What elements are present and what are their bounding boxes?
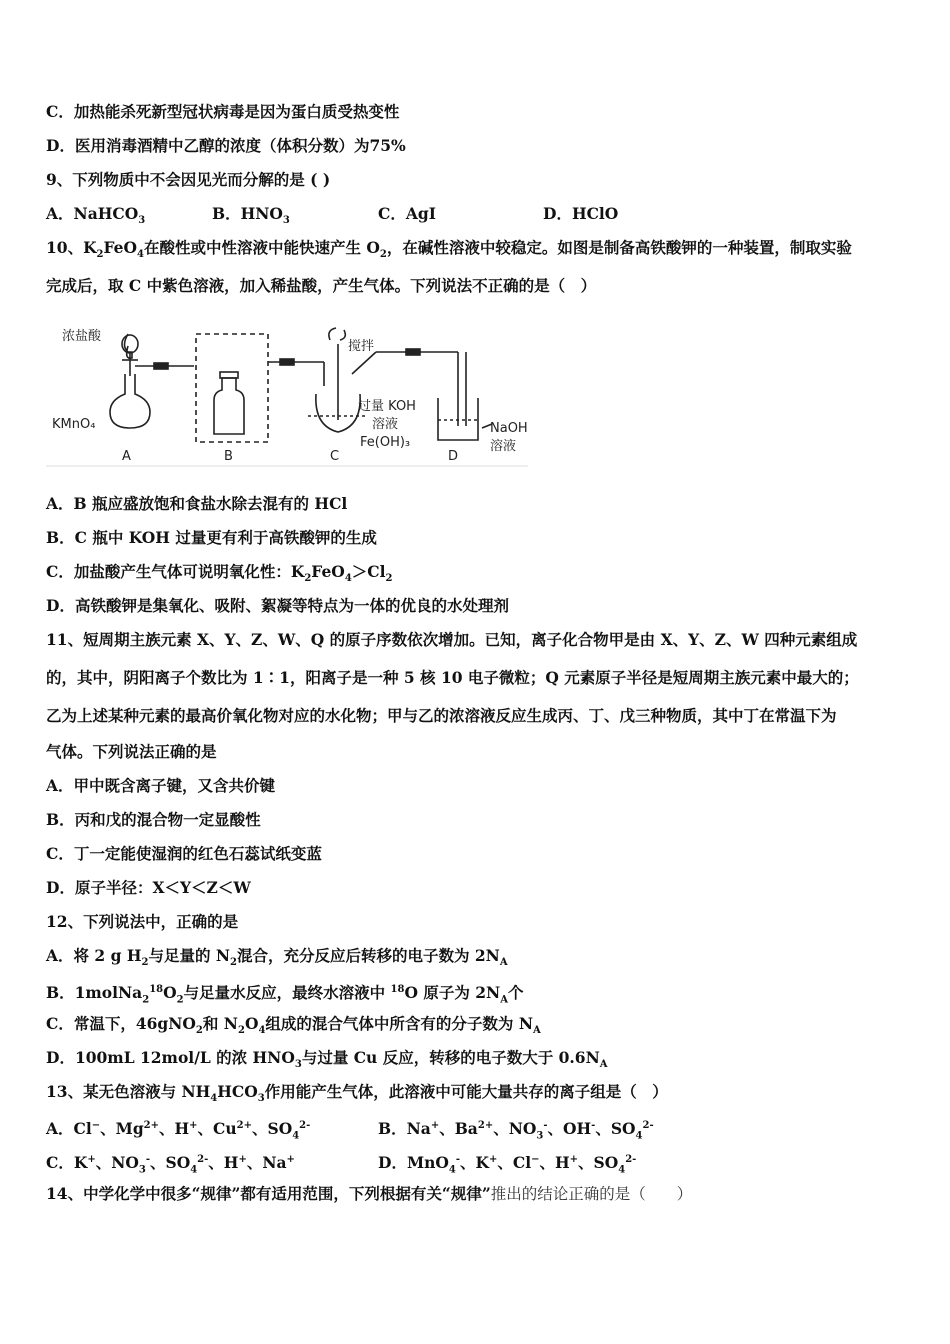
label-d: D — [448, 449, 459, 464]
q12-option-a: A．将 2 g $H_2$与足量的 $N_2$混合，充分反应后转移的电子数为 $2N_A$ — [46, 946, 508, 969]
q11-stem-line4: 气体。下列说法正确的是 — [46, 742, 217, 761]
label-solution-c: 溶液 — [372, 417, 399, 432]
q10-stem-line2: 完成后，取 C 中紫色溶液，加入稀盐酸，产生气体。下列说法不正确的是（ ） — [46, 276, 597, 295]
q12-stem: 12、下列说法中，正确的是 — [46, 912, 239, 931]
label-b: B — [224, 449, 233, 464]
q11-option-c: C．丁一定能使湿润的红色石蕊试纸变蓝 — [46, 844, 322, 863]
q11-stem-line2: 的，其中，阴阳离子个数比为 1∶1，阳离子是一种 5 核 10 电子微粒；Q 元素原子半径是短周期主族元素中最大的； — [46, 668, 859, 687]
q9-stem: 9、下列物质中不会因见光而分解的是 ( ) — [46, 170, 331, 189]
label-a: A — [122, 449, 131, 464]
q8-option-c: C．加热能杀死新型冠状病毒是因为蛋白质受热变性 — [46, 102, 400, 121]
q11-option-b: B．丙和戊的混合物一定显酸性 — [46, 810, 261, 829]
q14-stem: 14、中学化学中很多“规律”都有适用范围，下列根据有关“规律”推出的结论正确的是（ ） — [46, 1184, 693, 1203]
label-excess-koh: 过量 KOH — [358, 399, 416, 414]
label-feoh3: Fe(OH)₃ — [360, 435, 411, 450]
q10-stem-line1: 10、$K_2FeO_4$在酸性或中性溶液中能快速产生 $O_2$，在碱性溶液中较稳定。如图是制备高铁酸钾的一种装置，制取实验 — [46, 238, 852, 261]
label-c: C — [330, 449, 340, 464]
q13-option-b: B．Na+、$Ba^{2+}$、$NO_3^-$、OH-、$SO_4^{2-}$ — [378, 1119, 654, 1142]
label-naoh-solution: 溶液 — [490, 439, 517, 454]
label-conc-hcl: 浓盐酸 — [62, 329, 102, 344]
q9-option-c: C．AgI — [378, 204, 436, 223]
apparatus-figure — [46, 316, 536, 476]
q9-option-b: B．$HNO_3$ — [212, 204, 290, 227]
q12-option-d: D．100mL 12mol/L 的浓 $HNO_3$与过量 Cu 反应，转移的电子数大于 $0.6N_A$ — [46, 1048, 608, 1071]
q8-option-d: D．医用消毒酒精中乙醇的浓度（体积分数）为75% — [46, 136, 406, 155]
label-naoh: NaOH — [490, 421, 528, 436]
q13-option-c: C．K+、$NO_3^-$、$SO_4^{2-}$、H+、Na+ — [46, 1153, 295, 1176]
q11-option-a: A．甲中既含离子键，又含共价键 — [46, 776, 276, 795]
q10-option-c: C．加盐酸产生气体可说明氧化性：$K_2FeO_4>Cl_2$ — [46, 562, 393, 585]
q10-option-d: D．高铁酸钾是集氧化、吸附、絮凝等特点为一体的优良的水处理剂 — [46, 596, 509, 615]
q12-option-c: C．常温下，46gNO$_2$和 $N_2O_4$组成的混合气体中所含有的分子数为 $N_A$ — [46, 1014, 541, 1037]
q11-stem-line3: 乙为上述某种元素的最高价氧化物对应的水化物；甲与乙的浓溶液反应生成丙、丁、戊三种物质，其中丁在常温下为 — [46, 706, 837, 725]
q13-option-d: D．MnO$_4$-、K+、Cl−、H+、$SO_4^{2-}$ — [378, 1153, 637, 1176]
label-kmno4: KMnO₄ — [52, 417, 96, 432]
q13-option-a: A．Cl−、$Mg^{2+}$、H+、$Cu^{2+}$、$SO_4^{2-}$ — [46, 1119, 311, 1142]
q12-option-b: B．$1molNa_2^{18}O_2$与足量水反应，最终水溶液中 $^{18}$O 原子为 $2N_A$个 — [46, 983, 524, 1006]
q13-stem: 13、某无色溶液与 $NH_4HCO_3$作用能产生气体，此溶液中可能大量共存的离子组是（ ） — [46, 1082, 668, 1105]
q11-stem-line1: 11、短周期主族元素 X、Y、Z、W、Q 的原子序数依次增加。已知，离子化合物甲是由 X、Y、Z、W 四种元素组成 — [46, 630, 858, 649]
q10-option-a: A．B 瓶应盛放饱和食盐水除去混有的 HCl — [46, 494, 348, 513]
q9-option-d: D．HClO — [543, 204, 619, 223]
q11-option-d: D．原子半径：X＜Y＜Z＜W — [46, 878, 251, 897]
q10-option-b: B．C 瓶中 KOH 过量更有利于高铁酸钾的生成 — [46, 528, 377, 547]
label-stir: 搅拌 — [348, 339, 375, 354]
q9-option-a: A．NaHCO$_3$ — [46, 204, 146, 227]
